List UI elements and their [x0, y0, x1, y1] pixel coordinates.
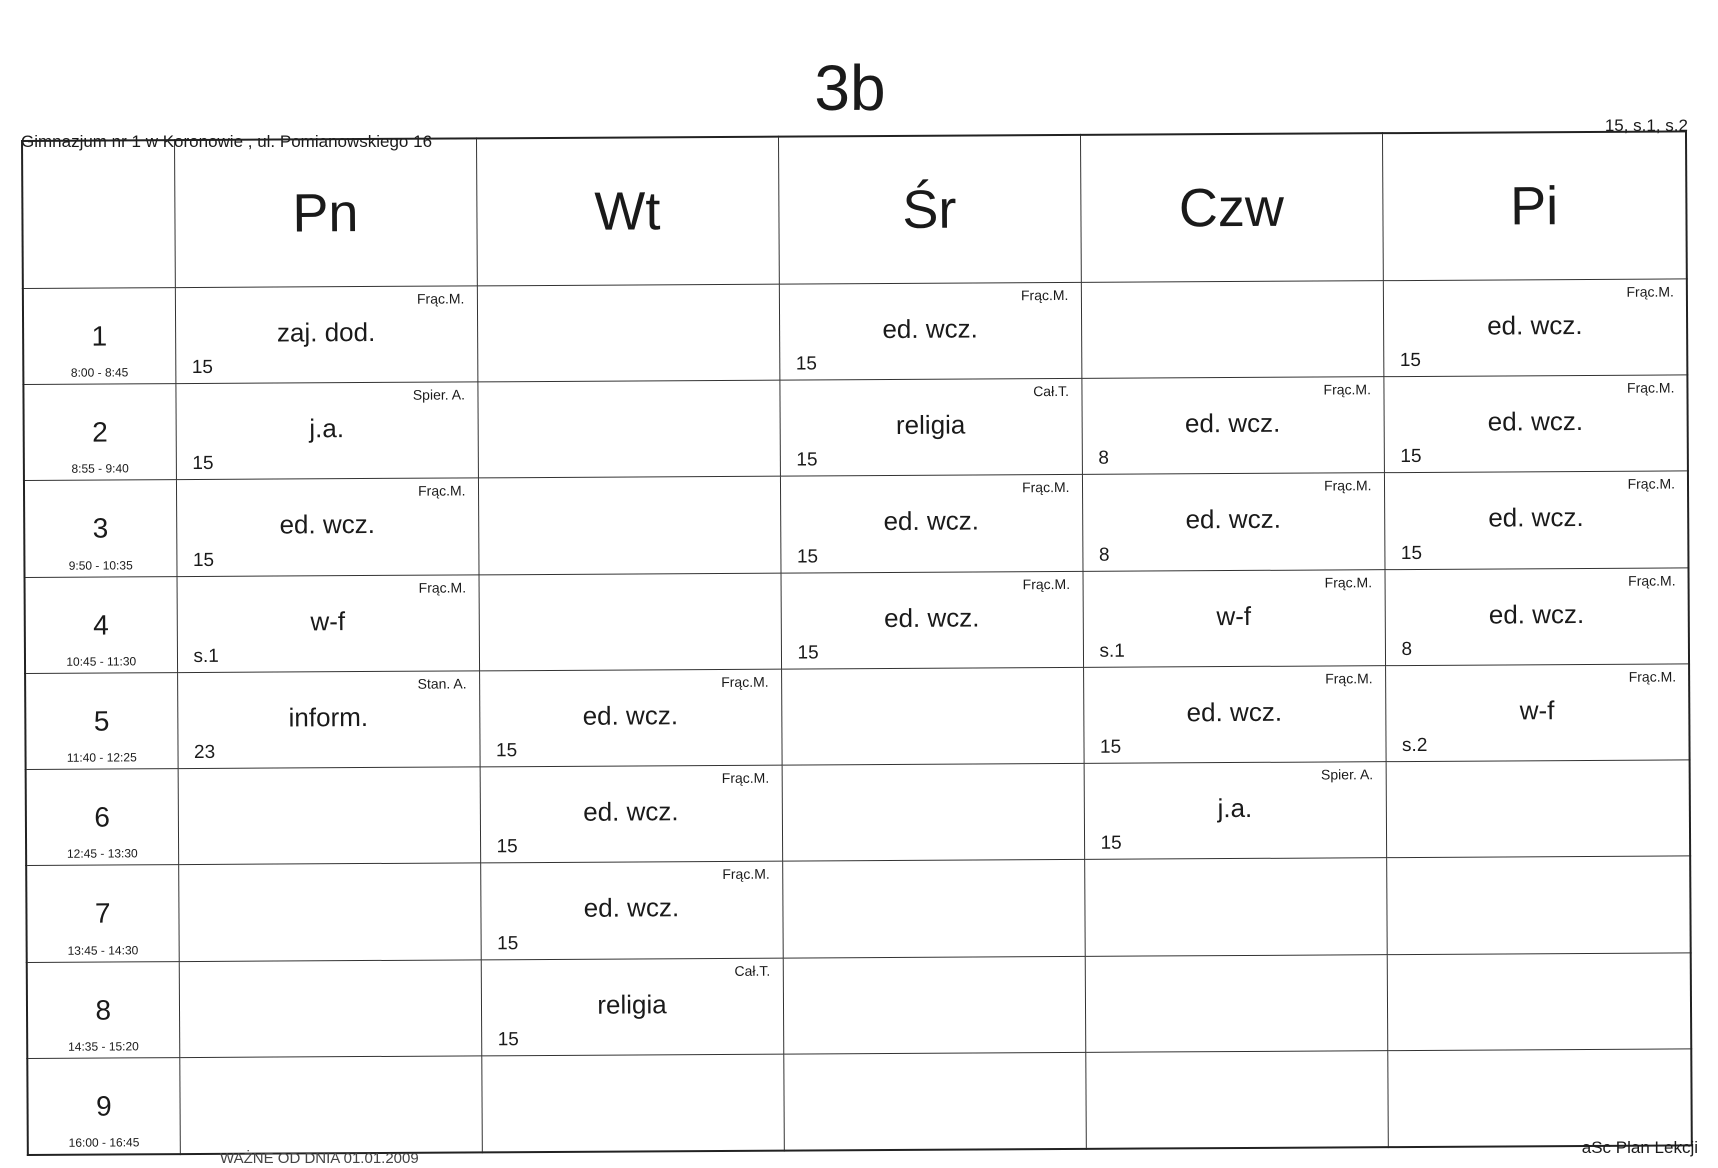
period-cell — [26, 865, 179, 962]
lesson-subject: ed. wcz. — [1487, 406, 1584, 437]
lesson-cell — [177, 671, 480, 769]
lesson-cell — [1081, 377, 1384, 475]
period-number: 4 — [93, 609, 109, 641]
lesson-room: 15 — [1400, 542, 1423, 564]
lesson-room: 15 — [497, 932, 519, 954]
lesson-room: 8 — [1401, 638, 1413, 660]
lesson-subject: ed. wcz. — [883, 602, 980, 633]
lesson-room: s.1 — [1099, 640, 1125, 662]
lesson-teacher: Frąc.M. — [1628, 668, 1677, 685]
lesson-teacher: Frąc.M. — [1627, 475, 1676, 493]
lesson-cell — [175, 382, 478, 480]
period-time: 8:00 - 8:45 — [70, 365, 129, 380]
lesson-teacher: Frąc.M. — [418, 579, 467, 596]
empty-cell — [179, 1056, 482, 1154]
lesson-subject: ed. wcz. — [883, 505, 979, 537]
period-number: 2 — [92, 416, 108, 448]
period-cell — [23, 288, 176, 385]
lesson-teacher: Frąc.M. — [1324, 573, 1373, 591]
lesson-teacher: Frąc.M. — [1626, 379, 1675, 396]
lesson-cell — [1083, 569, 1386, 667]
lesson-cell — [1385, 664, 1690, 762]
lesson-teacher: Spier. A. — [1320, 766, 1374, 783]
period-row — [25, 664, 1690, 770]
lesson-cell — [177, 575, 480, 673]
lesson-room: 15 — [795, 353, 818, 375]
lesson-room: 15 — [1099, 736, 1122, 758]
period-cell — [27, 961, 180, 1058]
lesson-cell — [176, 478, 479, 576]
empty-cell — [178, 863, 481, 961]
lesson-cell — [1082, 473, 1385, 571]
lesson-cell — [779, 282, 1082, 380]
lesson-cell — [480, 765, 783, 863]
day-header-row — [22, 131, 1687, 288]
lesson-teacher: Spier. A. — [412, 386, 466, 403]
lesson-subject: ed. wcz. — [1488, 502, 1584, 533]
empty-cell — [1387, 1049, 1692, 1147]
lesson-subject: inform. — [288, 701, 369, 733]
lesson-room: 8 — [1098, 448, 1109, 470]
valid-from-note: WAŻNE OD DNIA 01.01.2009 — [220, 1150, 419, 1167]
lesson-subject: ed. wcz. — [1487, 310, 1583, 341]
lesson-teacher: Stan. A. — [417, 675, 467, 692]
empty-cell — [783, 1052, 1086, 1150]
period-time: 8:55 - 9:40 — [71, 461, 129, 477]
lesson-cell — [1083, 666, 1386, 764]
lesson-cell — [479, 669, 782, 767]
lesson-cell — [1384, 568, 1689, 666]
period-cell — [24, 480, 177, 577]
lesson-subject: zaj. dod. — [276, 316, 376, 348]
lesson-subject: religia — [597, 988, 667, 1020]
lesson-subject: ed. wcz. — [1186, 696, 1283, 728]
lesson-teacher: Frąc.M. — [418, 482, 466, 500]
period-row — [27, 952, 1692, 1058]
corner-cell — [22, 140, 175, 288]
lesson-room: 15 — [1100, 832, 1122, 855]
period-number: 5 — [93, 705, 110, 737]
empty-cell — [481, 1054, 784, 1152]
timetable-grid — [21, 130, 1691, 1160]
empty-cell — [178, 767, 481, 865]
lesson-subject: ed. wcz. — [1185, 504, 1281, 535]
empty-cell — [479, 573, 782, 671]
period-row — [27, 1049, 1692, 1155]
lesson-teacher: Frąc.M. — [1325, 670, 1373, 687]
lesson-cell — [780, 475, 1083, 573]
empty-cell — [477, 284, 780, 382]
lesson-room: s.1 — [193, 645, 219, 667]
lesson-subject: ed. wcz. — [583, 892, 680, 924]
lesson-subject: w-f — [1519, 695, 1555, 726]
lesson-teacher: Cał.T. — [1033, 383, 1070, 400]
lesson-subject: ed. wcz. — [279, 509, 375, 540]
empty-cell — [1085, 954, 1388, 1052]
lesson-subject: w-f — [1216, 600, 1252, 631]
lesson-teacher: Frąc.M. — [416, 290, 465, 307]
lesson-teacher: Cał.T. — [734, 962, 771, 979]
day-header: Wt — [476, 137, 779, 286]
day-header: Czw — [1080, 133, 1383, 282]
empty-cell — [1084, 858, 1387, 956]
lesson-room: 15 — [192, 549, 215, 571]
lesson-cell — [481, 958, 784, 1056]
lesson-room: 15 — [796, 449, 818, 471]
lesson-teacher: Frąc.M. — [1022, 479, 1070, 496]
lesson-room: 23 — [193, 741, 216, 764]
lesson-teacher: Frąc.M. — [1626, 283, 1674, 300]
lesson-room: 8 — [1098, 544, 1110, 566]
empty-cell — [179, 959, 482, 1057]
period-time: 9:50 - 10:35 — [68, 558, 133, 573]
day-header: Pi — [1382, 131, 1687, 280]
period-number: 9 — [95, 1090, 112, 1122]
empty-cell — [781, 667, 1084, 765]
empty-cell — [478, 477, 781, 575]
lesson-subject: j.a. — [1217, 793, 1253, 824]
lesson-room: s.2 — [1401, 735, 1428, 757]
period-row — [26, 760, 1691, 866]
lesson-subject: j.a. — [309, 413, 345, 444]
lesson-room: 15 — [495, 740, 518, 762]
period-row — [23, 279, 1688, 385]
timetable-table — [21, 130, 1693, 1156]
period-row — [23, 375, 1688, 481]
period-number: 3 — [92, 512, 109, 545]
period-time: 12:45 - 13:30 — [66, 846, 138, 862]
rooms-header: 15, s.1, s.2 — [1604, 116, 1688, 135]
empty-cell — [477, 380, 780, 478]
empty-cell — [1085, 1050, 1388, 1148]
lesson-subject: w-f — [310, 605, 346, 636]
period-number: 8 — [95, 994, 112, 1026]
lesson-room: 15 — [797, 642, 819, 664]
lesson-cell — [175, 286, 478, 384]
empty-cell — [782, 763, 1085, 861]
lesson-subject: ed. wcz. — [1184, 407, 1281, 439]
empty-cell — [1386, 856, 1691, 954]
lesson-room: 15 — [192, 453, 214, 475]
period-cell — [27, 1057, 180, 1155]
lesson-room: 15 — [1399, 350, 1421, 372]
empty-cell — [1386, 760, 1691, 858]
lesson-cell — [779, 379, 1082, 477]
lesson-cell — [781, 571, 1084, 669]
period-cell — [25, 672, 178, 769]
lesson-cell — [1084, 762, 1387, 860]
lesson-teacher: Frąc.M. — [1324, 477, 1372, 494]
empty-cell — [1081, 281, 1384, 379]
lesson-teacher: Frąc.M. — [1323, 381, 1372, 398]
period-number: 1 — [91, 320, 108, 352]
lesson-teacher: Frąc.M. — [721, 769, 770, 787]
lesson-teacher: Frąc.M. — [1628, 572, 1676, 589]
day-header: Śr — [778, 135, 1081, 284]
software-credit: aSc Plan Lekcji — [1581, 1138, 1698, 1157]
period-cell — [23, 384, 176, 481]
lesson-subject: religia — [895, 409, 966, 441]
lesson-subject: ed. wcz. — [582, 700, 679, 731]
lesson-room: 15 — [796, 546, 819, 568]
period-time: 16:00 - 16:45 — [68, 1135, 140, 1150]
lesson-room: 15 — [1400, 446, 1422, 468]
lesson-room: 15 — [496, 836, 518, 858]
day-header: Pn — [174, 138, 477, 287]
period-row — [25, 568, 1690, 674]
period-row — [24, 471, 1689, 577]
lesson-cell — [1383, 279, 1688, 377]
lesson-cell — [1384, 471, 1689, 569]
period-time: 14:35 - 15:20 — [68, 1039, 139, 1054]
class-title: 3b — [814, 52, 886, 124]
lesson-cell — [480, 861, 783, 959]
lesson-room: 15 — [191, 357, 214, 379]
period-time: 13:45 - 14:30 — [67, 942, 139, 958]
period-cell — [25, 576, 178, 673]
period-number: 7 — [94, 897, 111, 929]
period-row — [26, 856, 1691, 962]
lesson-subject: ed. wcz. — [882, 313, 978, 345]
period-number: 6 — [94, 801, 111, 833]
empty-cell — [1387, 952, 1692, 1050]
lesson-cell — [1383, 375, 1688, 473]
lesson-subject: ed. wcz. — [583, 796, 679, 827]
timetable-body — [23, 279, 1692, 1155]
school-name: Gimnazjum nr 1 w Koronowie , ul. Pomianowskiego 16 — [21, 132, 433, 151]
lesson-room: 15 — [497, 1028, 519, 1051]
empty-cell — [783, 956, 1086, 1054]
period-time: 11:40 - 12:25 — [66, 750, 137, 765]
lesson-teacher: Frąc.M. — [721, 673, 769, 690]
lesson-subject: ed. wcz. — [1488, 598, 1585, 630]
period-cell — [26, 769, 179, 866]
lesson-teacher: Frąc.M. — [1020, 286, 1069, 304]
lesson-teacher: Frąc.M. — [1022, 575, 1071, 592]
period-time: 10:45 - 11:30 — [66, 654, 137, 669]
empty-cell — [782, 860, 1085, 958]
lesson-teacher: Frąc.M. — [722, 866, 770, 883]
